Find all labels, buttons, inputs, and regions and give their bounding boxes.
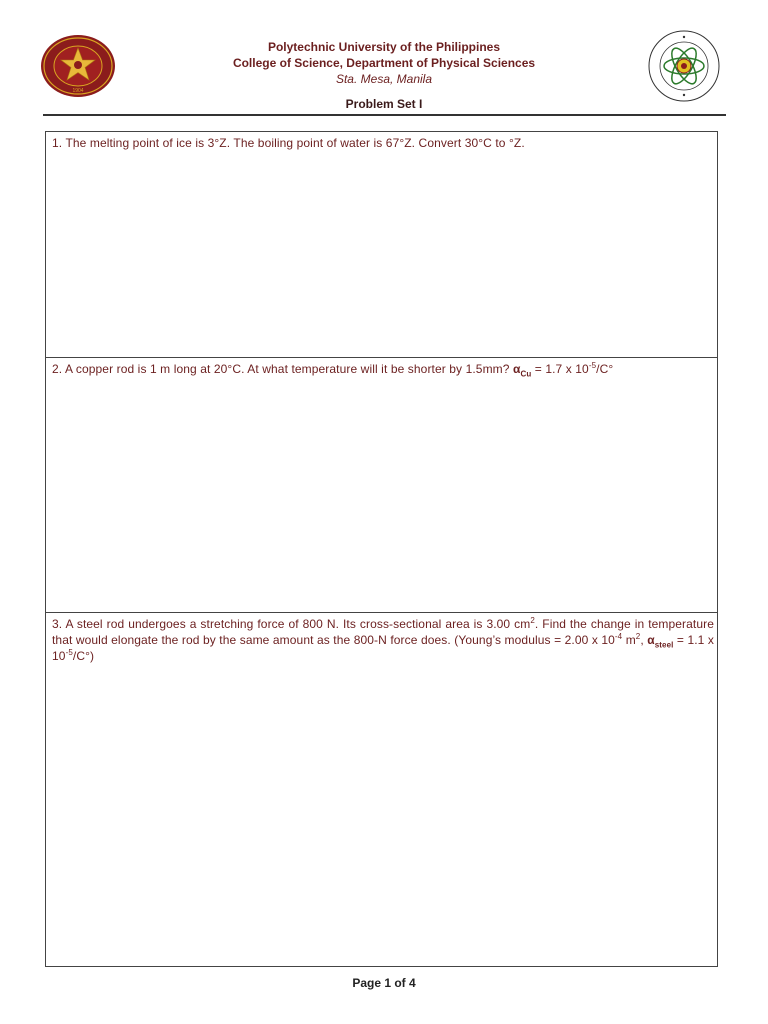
college-department: College of Science, Department of Physical Sciences bbox=[232, 56, 536, 70]
problem-1-text: 1. The melting point of ice is 3°Z. The boiling point of water is 67°Z. Convert 30°C to °Z. bbox=[52, 136, 525, 150]
problem-cell-1 bbox=[46, 132, 717, 358]
header-divider bbox=[43, 114, 726, 116]
problem-set-title: Problem Set I bbox=[345, 97, 423, 111]
problem-cell-2 bbox=[46, 358, 717, 613]
location: Sta. Mesa, Manila bbox=[335, 72, 433, 86]
university-name: Polytechnic University of the Philippines bbox=[267, 40, 501, 54]
pup-seal-logo bbox=[40, 34, 116, 98]
problem-table bbox=[45, 131, 718, 967]
page-number: Page 1 of 4 bbox=[352, 976, 416, 990]
svg-text:1904: 1904 bbox=[72, 88, 84, 94]
problem-3-text: 3. A steel rod undergoes a stretching force of 800 N. Its cross-sectional area is 3.00 $cm^2$. Find the change in temperature that would elongate the rod by the same amount as the 800-N force does. (Young’s modulus = 2.00 x $10^{-4}$ $m^2$, $\alpha_{steel} = 1.1$ x $10^{-5}/C^\circ$) bbox=[52, 616, 714, 663]
problem-cell-3 bbox=[46, 613, 717, 966]
college-of-science-seal-logo bbox=[648, 30, 720, 102]
problem-2-text: 2. A copper rod is 1 m long at 20°C. At what temperature will it be shorter by 1.5mm? $\alpha_{Cu} = 1.7$ x $10^{-5}/C^\circ$ bbox=[52, 361, 614, 379]
document-header bbox=[0, 0, 768, 118]
